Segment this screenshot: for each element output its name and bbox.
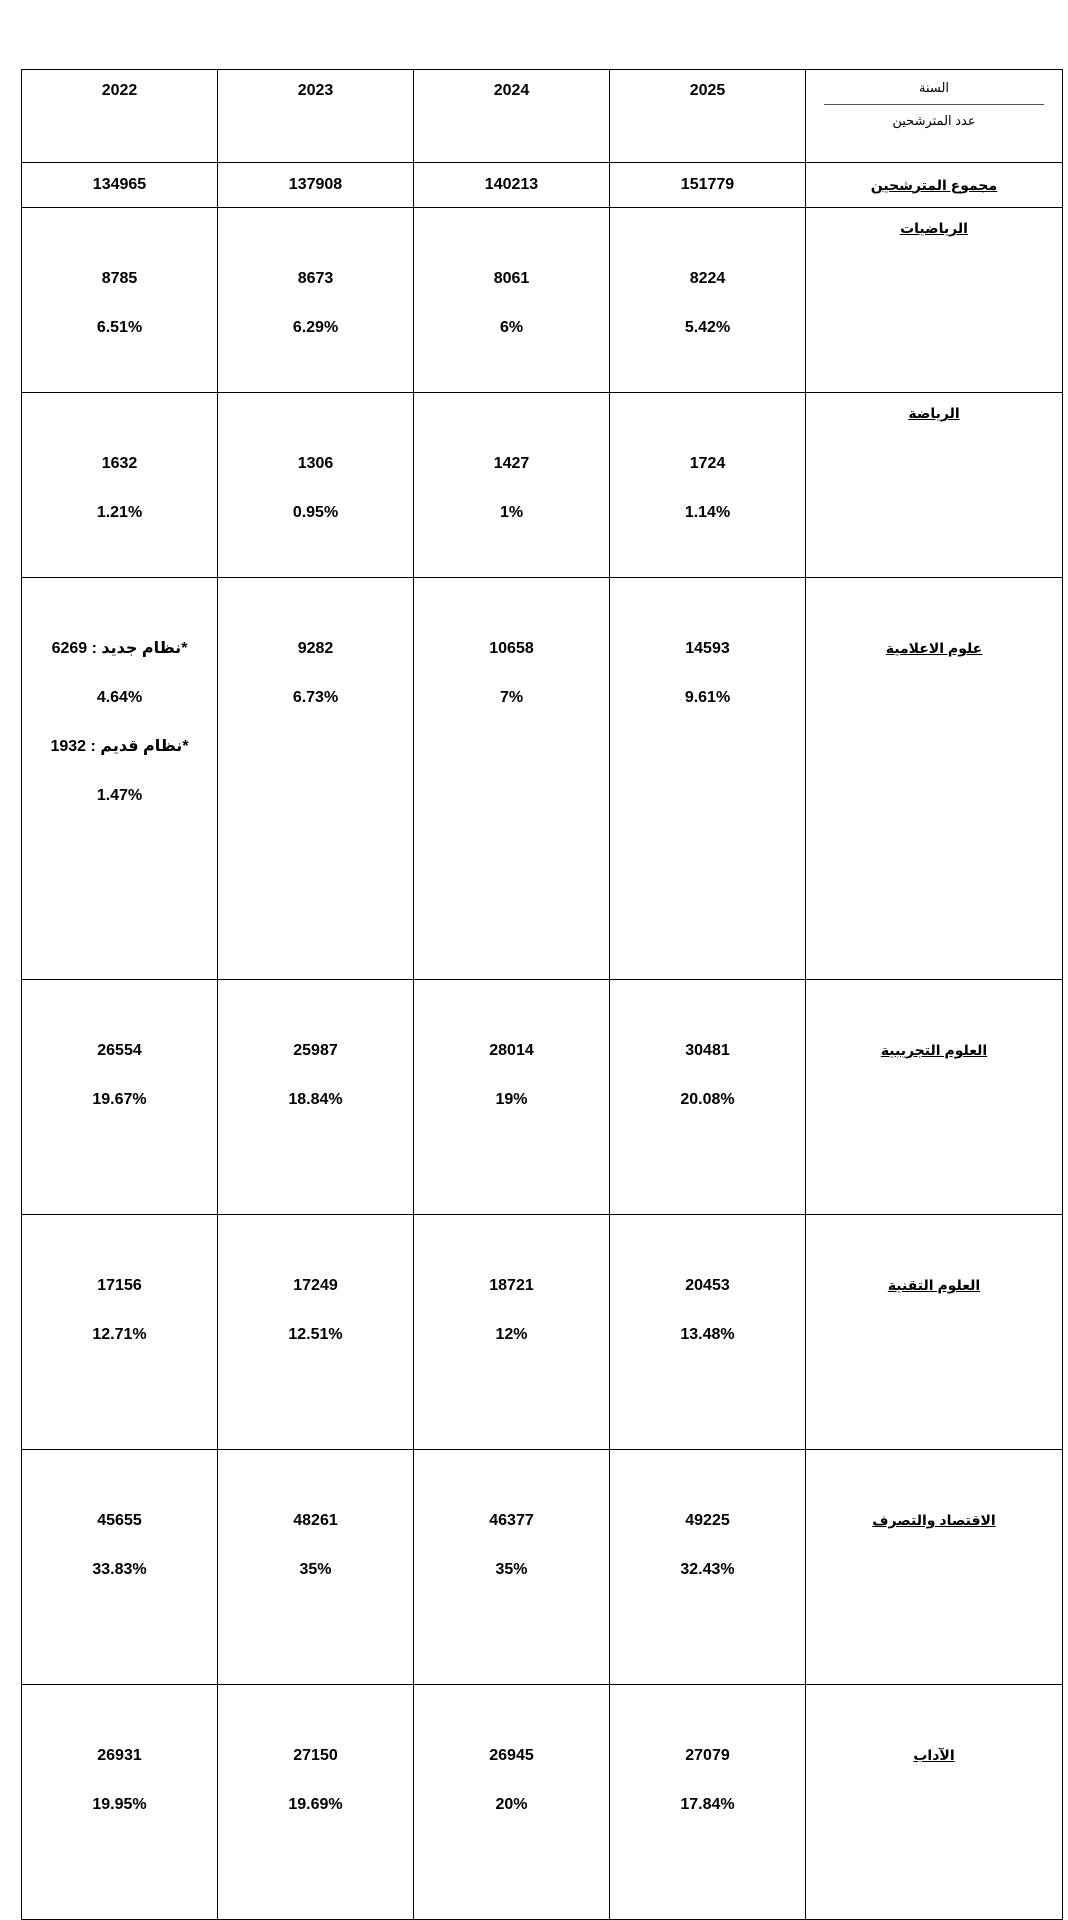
- percent: 35%: [495, 1561, 528, 1578]
- value-cell-2024: [414, 393, 610, 578]
- percent: 19.95%: [92, 1796, 147, 1813]
- count: 28014: [489, 1042, 534, 1059]
- count: 20453: [685, 1277, 730, 1294]
- percent: 13.48%: [680, 1326, 735, 1343]
- subject-row-literature: [22, 1685, 1063, 1920]
- subject-label: علوم الاعلامية: [885, 640, 983, 656]
- value-cell-2023: [218, 208, 414, 393]
- subject-label-cell: [806, 578, 1063, 980]
- subject-label: الاقتصاد والتصرف: [872, 1512, 996, 1528]
- subject-label: الآداب: [913, 1747, 955, 1763]
- count: 26945: [489, 1747, 534, 1764]
- value-cell-2025: [610, 1215, 806, 1450]
- subject-label-cell: [806, 208, 1063, 393]
- candidates-table: [21, 69, 1063, 1920]
- percent: 17.84%: [680, 1796, 735, 1813]
- subject-label-cell: [806, 1215, 1063, 1450]
- subject-row-economics-management: [22, 1450, 1063, 1685]
- count: 26931: [97, 1747, 142, 1764]
- value-cell-2023: [218, 393, 414, 578]
- count: 8061: [493, 270, 530, 287]
- count: 18721: [489, 1277, 534, 1294]
- value-cell-2024: [414, 1215, 610, 1450]
- total-2025: 151779: [610, 163, 806, 208]
- old-system-line: [22, 738, 217, 787]
- new-system-line: [22, 640, 217, 689]
- count: 17156: [97, 1277, 142, 1294]
- subject-label: الرياضيات: [900, 220, 968, 236]
- count: 8785: [101, 270, 138, 287]
- subject-row-sport: [22, 393, 1063, 578]
- value-cell-2023: [218, 578, 414, 980]
- value-cell-2022: [22, 393, 218, 578]
- count: 27150: [293, 1747, 338, 1764]
- value-cell-2024: [414, 208, 610, 393]
- total-row: [22, 163, 1063, 208]
- percent: 1.21%: [96, 504, 143, 521]
- count: 27079: [685, 1747, 730, 1764]
- total-2023: 137908: [218, 163, 414, 208]
- new-system-label: *نظام جديد :: [87, 640, 188, 657]
- value-cell-2024: [414, 980, 610, 1215]
- subject-row-informatics: [22, 578, 1063, 980]
- value-cell-2024: [414, 1685, 610, 1920]
- value-cell-2023: [218, 980, 414, 1215]
- count: 10658: [489, 640, 534, 657]
- subject-label-cell: [806, 1450, 1063, 1685]
- subject-label-cell: [806, 980, 1063, 1215]
- percent: 19.67%: [92, 1091, 147, 1108]
- old-system-percent: 1.47%: [96, 787, 143, 804]
- count: 14593: [685, 640, 730, 657]
- count: 17249: [293, 1277, 338, 1294]
- count: 1632: [101, 455, 138, 472]
- percent: 20%: [495, 1796, 528, 1813]
- count: 1724: [689, 455, 726, 472]
- percent: 19%: [495, 1091, 528, 1108]
- new-system-percent: 4.64%: [96, 689, 143, 706]
- old-system-label: *نظام قديم :: [86, 738, 189, 755]
- year-2022-header: 2022: [22, 70, 218, 163]
- subject-row-math: [22, 208, 1063, 393]
- header-divider: [824, 104, 1044, 105]
- value-cell-2022: [22, 1215, 218, 1450]
- percent: 7%: [499, 689, 524, 706]
- total-2022: 134965: [22, 163, 218, 208]
- count: 8224: [689, 270, 726, 287]
- count: 8673: [297, 270, 334, 287]
- count: 30481: [685, 1042, 730, 1059]
- count: 45655: [97, 1512, 142, 1529]
- value-cell-2025: [610, 980, 806, 1215]
- percent: 6.73%: [292, 689, 339, 706]
- header-row: [22, 70, 1063, 163]
- value-cell-2024: [414, 1450, 610, 1685]
- count: 1427: [493, 455, 530, 472]
- percent: 35%: [299, 1561, 332, 1578]
- count: 1306: [297, 455, 334, 472]
- percent: 9.61%: [684, 689, 731, 706]
- year-2023-header: 2023: [218, 70, 414, 163]
- percent: 19.69%: [288, 1796, 343, 1813]
- percent: 33.83%: [92, 1561, 147, 1578]
- percent: 6%: [499, 319, 524, 336]
- count: 9282: [297, 640, 334, 657]
- total-label-cell: [806, 163, 1063, 208]
- year-header-label: السنة: [918, 80, 950, 95]
- subject-label: الرياضة: [908, 405, 960, 421]
- percent: 12%: [495, 1326, 528, 1343]
- subject-label-cell: [806, 1685, 1063, 1920]
- new-system-count: 6269: [51, 640, 88, 657]
- count: 26554: [97, 1042, 142, 1059]
- value-cell-2025: [610, 578, 806, 980]
- value-cell-2023: [218, 1215, 414, 1450]
- value-cell-2022: [22, 980, 218, 1215]
- count: 49225: [685, 1512, 730, 1529]
- value-cell-2025: [610, 1450, 806, 1685]
- header-label-cell: [806, 70, 1063, 163]
- percent: 6.51%: [96, 319, 143, 336]
- subject-label: العلوم التجريبية: [880, 1042, 988, 1058]
- total-label: مجموع المترشحين: [870, 176, 998, 193]
- subject-row-experimental-sciences: [22, 980, 1063, 1215]
- value-cell-2024: [414, 578, 610, 980]
- value-cell-2022: [22, 208, 218, 393]
- value-cell-2023: [218, 1685, 414, 1920]
- subject-row-technical-sciences: [22, 1215, 1063, 1450]
- count: 48261: [293, 1512, 338, 1529]
- value-cell-2025: [610, 1685, 806, 1920]
- percent: 12.51%: [288, 1326, 343, 1343]
- count: 25987: [293, 1042, 338, 1059]
- value-cell-2023: [218, 1450, 414, 1685]
- subject-label: العلوم التقنية: [887, 1277, 981, 1293]
- old-system-count: 1932: [50, 738, 87, 755]
- total-2024: 140213: [414, 163, 610, 208]
- percent: 0.95%: [292, 504, 339, 521]
- percent: 1%: [499, 504, 524, 521]
- percent: 18.84%: [288, 1091, 343, 1108]
- percent: 12.71%: [92, 1326, 147, 1343]
- subject-label-cell: [806, 393, 1063, 578]
- percent: 6.29%: [292, 319, 339, 336]
- count: 46377: [489, 1512, 534, 1529]
- percent: 5.42%: [684, 319, 731, 336]
- value-cell-2025: [610, 208, 806, 393]
- year-2025-header: 2025: [610, 70, 806, 163]
- year-2024-header: 2024: [414, 70, 610, 163]
- value-cell-2022: [22, 578, 218, 980]
- percent: 1.14%: [684, 504, 731, 521]
- percent: 32.43%: [680, 1561, 735, 1578]
- percent: 20.08%: [680, 1091, 735, 1108]
- value-cell-2022: [22, 1685, 218, 1920]
- candidates-header-label: عدد المترشحين: [892, 113, 976, 128]
- value-cell-2022: [22, 1450, 218, 1685]
- value-cell-2025: [610, 393, 806, 578]
